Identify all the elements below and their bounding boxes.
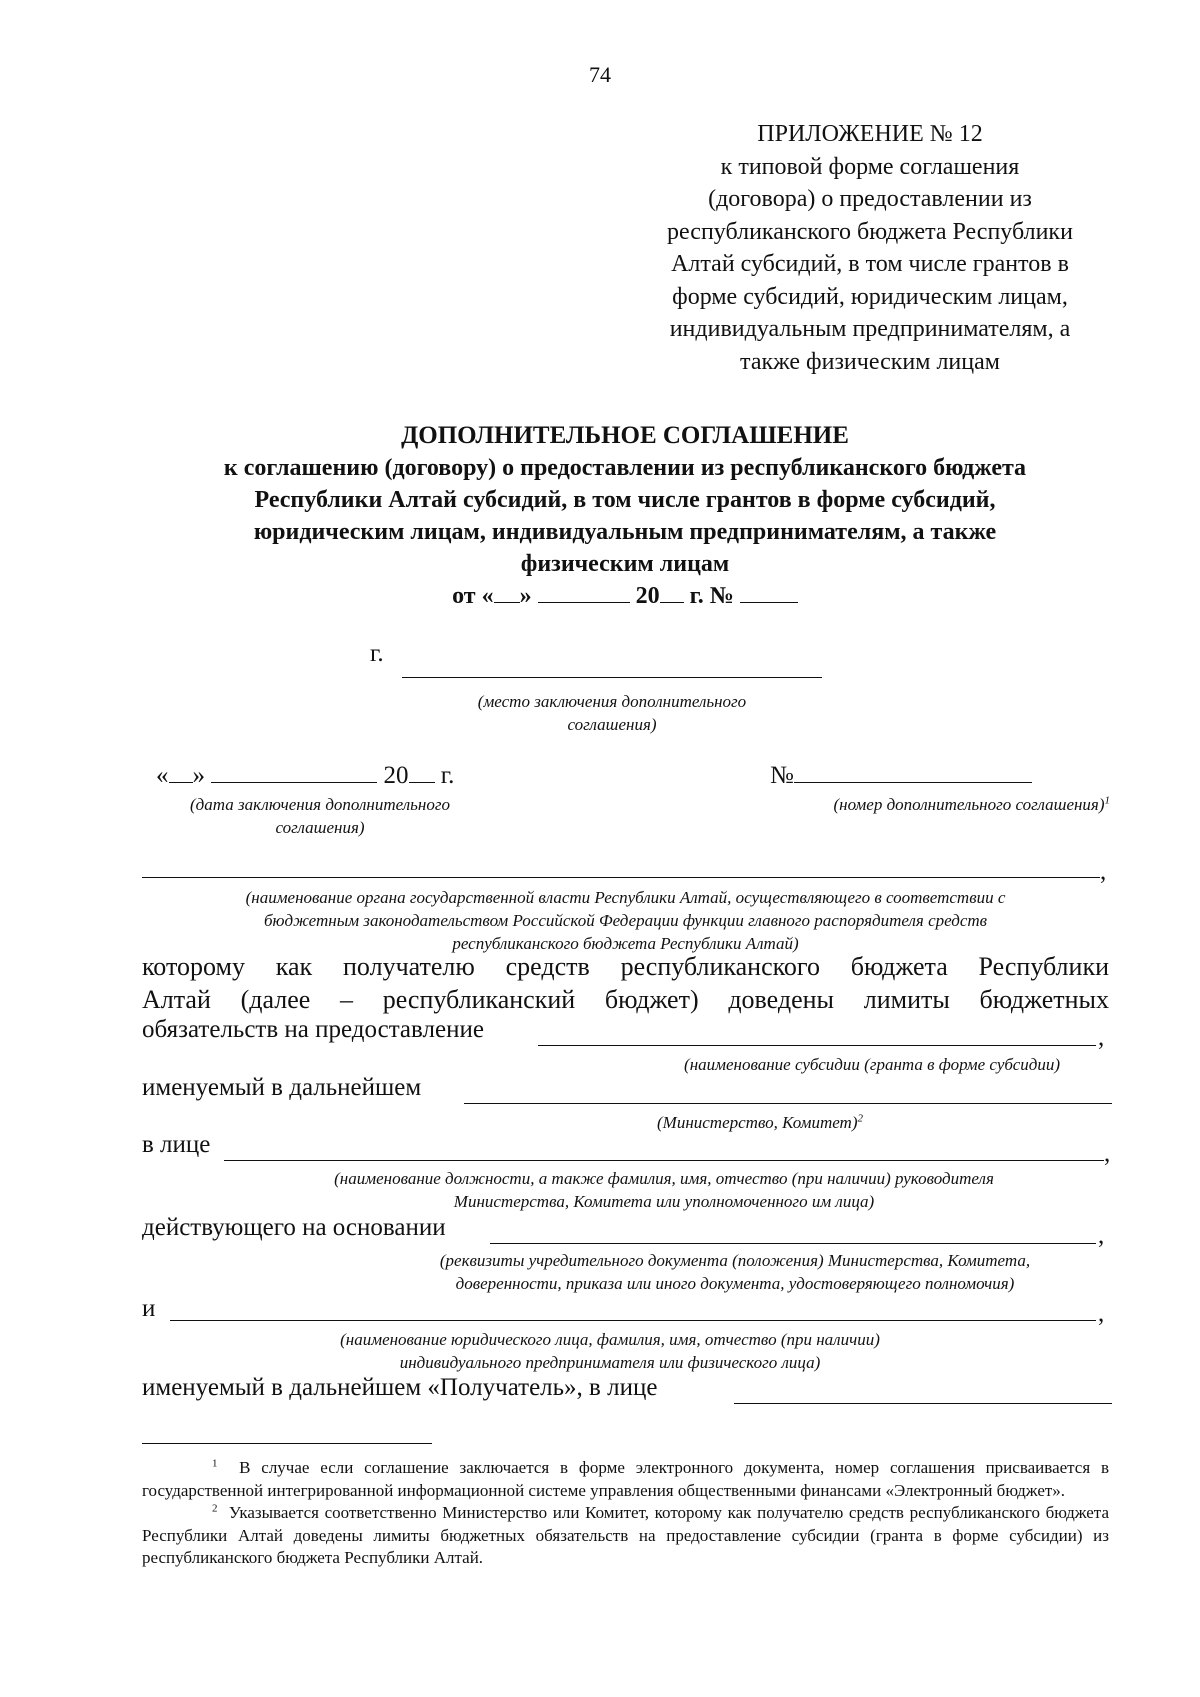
subsidy-comma: ,	[1098, 1024, 1105, 1051]
appendix-line: республиканского бюджета Республики	[667, 218, 1073, 245]
represented-note-line: Министерства, Комитета или уполномоченного им лица)	[453, 1192, 875, 1211]
title-main: ДОПОЛНИТЕЛЬНОЕ СОГЛАШЕНИЕ	[401, 422, 849, 449]
footnote-number: 1	[212, 1457, 218, 1470]
number-prefix: №	[770, 762, 794, 789]
authority-note-line: бюджетным законодательством Российской Федерации функции главного распорядителя средств	[263, 911, 988, 930]
date-open-quote: «	[156, 762, 169, 789]
title-date-line	[130, 580, 1120, 612]
acting-comma: ,	[1098, 1222, 1105, 1249]
title-line: к соглашению (договору) о предоставлении из республиканского бюджета	[223, 455, 1027, 481]
date-month-field[interactable]	[211, 760, 377, 783]
represented-comma: ,	[1104, 1140, 1111, 1167]
appendix-line: форме субсидий, юридическим лицам,	[672, 283, 1068, 310]
page-number: 74	[589, 62, 611, 87]
ministry-note-text: (Министерство, Комитет)	[657, 1113, 858, 1132]
and-label: и	[142, 1295, 156, 1322]
footnote-separator	[142, 1443, 432, 1444]
represented-field[interactable]	[224, 1160, 1104, 1161]
acting-note-line: доверенности, приказа или иного документа, удостоверяющего полномочия)	[455, 1274, 1015, 1293]
acting-field[interactable]	[490, 1243, 1096, 1244]
footnote-ref: 2	[857, 1112, 863, 1125]
hereinafter-field[interactable]	[464, 1103, 1112, 1104]
day-blank[interactable]	[494, 580, 520, 603]
title-date-suffix: г. №	[689, 583, 734, 609]
appendix-line: также физическим лицам	[740, 348, 1000, 375]
number-row	[770, 760, 1032, 790]
acting-note-line: (реквизиты учредительного документа (положения) Министерства, Комитета,	[439, 1251, 1031, 1270]
date-note	[150, 793, 490, 839]
place-note	[402, 690, 822, 736]
authority-note-line: (наименование органа государственной власти Республики Алтай, осуществляющего в соответствии с	[245, 888, 1006, 907]
authority-note-line: республиканского бюджета Республики Алтай)	[452, 934, 799, 953]
year-blank[interactable]	[660, 580, 684, 603]
title-line: Республики Алтай субсидий, в том числе грантов в форме субсидий,	[254, 487, 996, 513]
appendix-line: Алтай субсидий, в том числе грантов в	[671, 251, 1069, 277]
body-line-3: обязательств на предоставление	[142, 1016, 484, 1043]
appendix-line: индивидуальным предпринимателям, а	[669, 316, 1071, 342]
recipient-note-line: индивидуального предпринимателя или физического лица)	[399, 1353, 821, 1372]
body-line: которому как получателю средств республиканского бюджета Республики	[142, 952, 1109, 981]
appendix-heading: ПРИЛОЖЕНИЕ № 12	[757, 121, 983, 147]
number-blank[interactable]	[740, 580, 798, 603]
date-year-field[interactable]	[409, 760, 435, 783]
footnote	[142, 1457, 1109, 1502]
footnotes	[142, 1457, 1109, 1570]
hereinafter-label: именуемый в дальнейшем	[142, 1074, 422, 1101]
title-date-year: 20	[635, 583, 660, 609]
place-field[interactable]	[402, 677, 822, 678]
footnote-ref: 1	[1104, 794, 1110, 807]
recipient-representative-field[interactable]	[734, 1403, 1112, 1404]
ministry-note	[560, 1111, 960, 1134]
acting-note	[370, 1249, 1100, 1295]
recipient-note-line: (наименование юридического лица, фамилия, имя, отчество (при наличии)	[340, 1330, 880, 1349]
number-note	[770, 793, 1110, 816]
date-note-line: соглашения)	[275, 818, 365, 837]
appendix-header	[600, 118, 1140, 378]
represented-note	[224, 1167, 1104, 1213]
number-note-text: (номер дополнительного соглашения)	[833, 795, 1105, 814]
date-row	[156, 760, 454, 790]
document-title	[130, 420, 1120, 612]
place-note-line: (место заключения дополнительного	[477, 692, 747, 711]
title-date-quote: »	[519, 583, 532, 609]
footnote	[142, 1502, 1109, 1570]
title-line: физическим лицам	[520, 551, 730, 577]
date-year: 20	[383, 762, 409, 789]
recipient-field[interactable]	[170, 1320, 1096, 1321]
recipient-label: именуемый в дальнейшем «Получатель», в лице	[142, 1374, 658, 1401]
appendix-line: к типовой форме соглашения	[720, 153, 1020, 180]
recipient-comma: ,	[1098, 1300, 1105, 1327]
recipient-note	[250, 1328, 970, 1374]
footnote-number: 2	[212, 1502, 218, 1515]
place-prefix: г.	[370, 640, 384, 667]
subsidy-note: (наименование субсидии (гранта в форме субсидии)	[684, 1055, 1060, 1074]
date-note-line: (дата заключения дополнительного	[190, 795, 450, 814]
acting-label: действующего на основании	[142, 1214, 446, 1241]
represented-label: в лице	[142, 1131, 211, 1158]
place-note-line: соглашения)	[567, 715, 657, 734]
agreement-number-field[interactable]	[794, 760, 1032, 783]
represented-note-line: (наименование должности, а также фамилия, имя, отчество (при наличии) руководителя	[334, 1169, 994, 1188]
title-line: юридическим лицам, индивидуальным предпринимателям, а также	[253, 519, 997, 545]
date-year-suffix: г.	[440, 762, 455, 789]
date-day-field[interactable]	[169, 760, 193, 783]
subsidy-field[interactable]	[538, 1045, 1096, 1046]
authority-comma: ,	[1100, 858, 1107, 885]
footnote-text: В случае если соглашение заключается в форме электронного документа, номер соглашения присваивается в государственной интегрированной информационной системе управления общественными финансами «Электронный бюджет».	[142, 1458, 1110, 1500]
body-paragraph	[142, 950, 1109, 1016]
authority-field[interactable]	[142, 877, 1100, 878]
appendix-line: (договора) о предоставлении из	[708, 186, 1032, 212]
footnote-text: Указывается соответственно Министерство или Комитет, которому как получателю средств республиканского бюджета Республики Алтай доведены лимиты бюджетных обязательств на предоставление субсидии (гранта в форме субсидии) из республиканского бюджета Республики Алтай.	[142, 1503, 1109, 1567]
title-date-prefix: от «	[452, 583, 494, 609]
date-close-quote: »	[192, 762, 205, 789]
body-line: Алтай (далее – республиканский бюджет) доведены лимиты бюджетных	[142, 985, 1109, 1014]
month-blank[interactable]	[538, 580, 630, 603]
authority-note	[142, 886, 1109, 955]
